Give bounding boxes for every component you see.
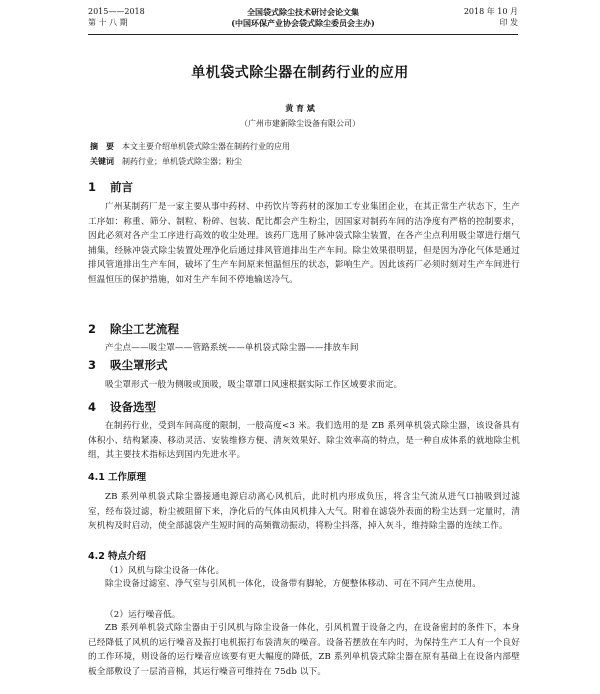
abstract-line [90, 140, 290, 153]
feature-1-title: （1）风机与除尘设备一体化。 [105, 566, 225, 576]
header-printed: 印 发 [499, 18, 518, 27]
section-4-2-number: 4.2 [88, 551, 105, 562]
paper-title: 单机袋式除尘器在制药行业的应用 [191, 65, 409, 81]
keywords-line [90, 155, 242, 168]
header-proceedings-title: 全国袋式除尘技术研讨会论文集 [247, 7, 359, 17]
section-3-number: 3 [88, 358, 97, 372]
section-4-paragraph: 在制药行业，受到车间高度的限制，一般高度<3 米。我们选用的是 ZB 系列单机袋式除尘器，该设备具有体积小、结构紧凑、移动灵活、安装维修方便、清灰效果好、除尘效率高的特点，是一种自成体系的就地除尘机组，其主要技术指标达到国内先进水平。 [88, 421, 520, 461]
section-4-2-title: 特点介绍 [108, 551, 147, 562]
section-4-1-number: 4.1 [88, 472, 105, 483]
author-affiliation: （广州市建新除尘设备有限公司） [240, 119, 360, 128]
section-1-number: 1 [88, 180, 97, 194]
section-2-heading [88, 322, 179, 336]
section-4-title: 设备选型 [110, 400, 156, 414]
feature-2-paragraph: ZB 系列单机袋式除尘器由于引风机与除尘设备一体化，引风机置于设备之内，在设备密封的条件下，本身已经降低了风机的运行噪音及振打电机振打布袋清灰的噪音。设备若摆放在车内时，为保持生产工人有一个良好的工作环境，则设备的运行噪音应该要有更大幅度的降低，ZB 系列单机袋式除尘器在原有基础上在设备内部壁板全部敷设了一层消音棉，其运行噪音可维持在 75db 以下。 [88, 623, 520, 677]
header-date: 2018 年 10 月 [463, 7, 518, 16]
header-divider [88, 34, 518, 35]
keywords-label: 关键词 [90, 156, 114, 166]
section-4-heading [88, 400, 156, 414]
feature-2-title: （2）运行噪音低。 [105, 610, 181, 620]
header-issue: 第 十 八 期 [88, 18, 128, 27]
section-3-title: 吸尘罩形式 [110, 358, 168, 372]
section-1-heading [88, 180, 133, 194]
header-years: 2015——2018 [88, 7, 145, 16]
section-1-paragraph: 广州某制药厂是一家主要从事中药材、中药饮片等药材的深加工专业集团企业，在其正常生产状态下，生产工序如：称重、筛分、制粒、粉碎、包装、配比都会产生粉尘，因国家对制药车间的洁净度有严格的控制要求，因此必须对各产尘工序进行高效的收尘处理。该药厂选用了脉冲袋式除尘装置，在各产尘点利用吸尘罩进行烟气捕集，经脉冲袋式除尘装置处理净化后通过排风管道排出生产车间。除尘效果很明显，但是因为净化气体是通过排风管道排出生产车间，破坏了生产车间原来恒温恒压的状态，影响生产。因此该药厂必须时刻对生产车间进行恒温恒压的保护措施，如对生产车间不停地输送冷气。 [88, 202, 520, 285]
section-3-heading [88, 358, 168, 372]
process-flow-line: 产尘点——吸尘罩——管路系统——单机袋式除尘器——排放车间 [105, 343, 359, 353]
section-4-number: 4 [88, 400, 97, 414]
section-4-1-heading [88, 472, 146, 484]
section-4-2-heading [88, 551, 146, 563]
section-4-1-paragraph: ZB 系列单机袋式除尘器接通电源启动离心风机后，此时机内形成负压，将含尘气流从进气口抽吸到过滤室，经布袋过滤，粉尘被阻留下来，净化后的气体由风机排入大气。附着在滤袋外表面的粉尘达到一定量时，清灰机构及时启动，使全部滤袋产生短时间的高频微动振动，将粉尘抖落，掉入灰斗，维持除尘器的连续工作。 [88, 492, 520, 532]
feature-1-paragraph: 除尘设备过滤室、净气室与引风机一体化，设备带有脚轮，方便整体移动、可在不同产生点使用。 [105, 579, 481, 589]
section-3-paragraph: 吸尘罩形式一般为侧吸或顶吸，吸尘罩罩口风速根据实际工作区域要求而定。 [105, 380, 403, 390]
header-organizer: (中国环保产业协会袋式除尘委员会主办) [231, 18, 375, 28]
section-2-number: 2 [88, 322, 97, 336]
section-4-1-title: 工作原理 [108, 472, 147, 483]
abstract-label: 摘 要 [90, 141, 114, 151]
section-1-title: 前言 [110, 180, 133, 194]
author-name: 黄 育 斌 [285, 103, 315, 113]
abstract-text: 本文主要介绍单机袋式除尘器在制药行业的应用 [122, 142, 290, 151]
section-2-title: 除尘工艺流程 [110, 322, 179, 336]
keywords-text: 制药行业；单机袋式除尘器；粉尘 [122, 157, 242, 166]
